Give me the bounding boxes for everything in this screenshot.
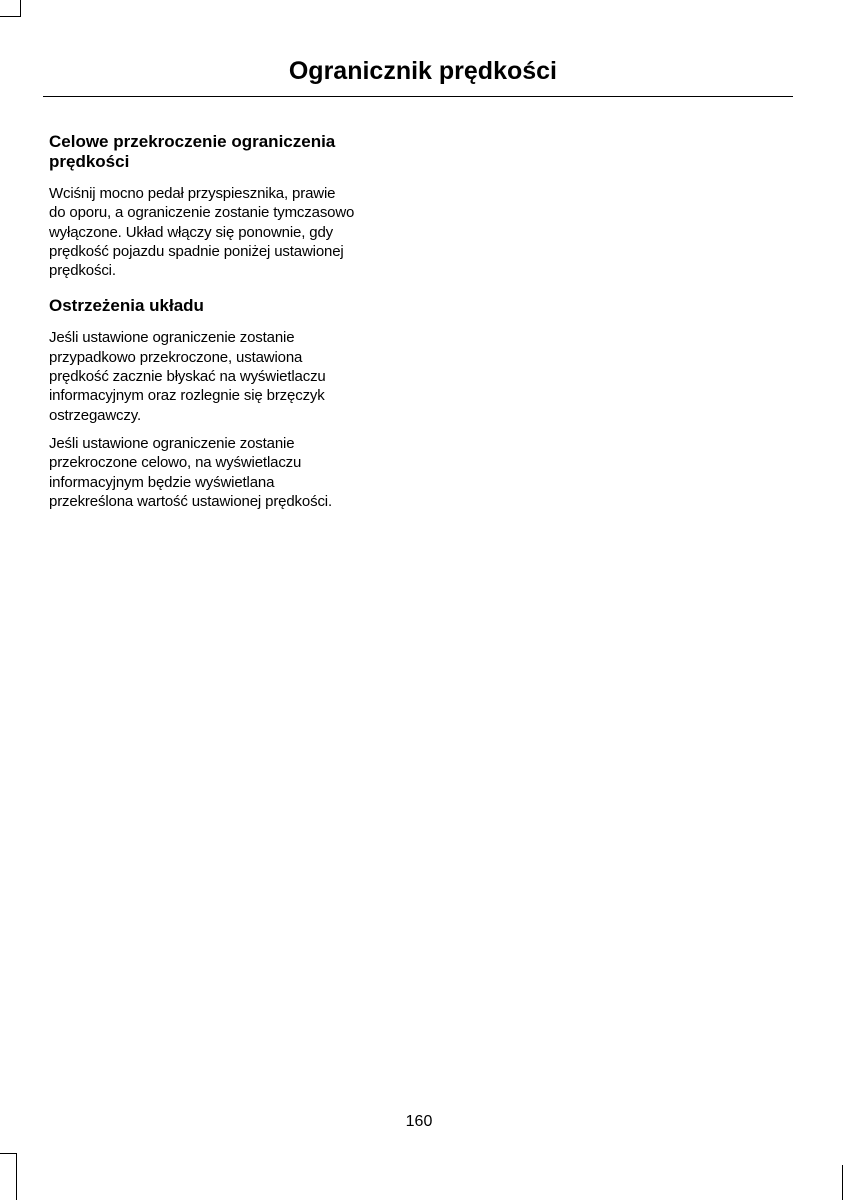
heading-line: Ostrzeżenia układu xyxy=(49,296,204,316)
page-header xyxy=(43,52,793,97)
text-line: Jeśli ustawione ograniczenie zostanie xyxy=(49,434,295,452)
crop-mark-bottom-left-vertical xyxy=(16,1153,17,1200)
content-column xyxy=(49,132,409,511)
heading-line: prędkości xyxy=(49,152,130,171)
paragraph-intentional-exceed xyxy=(49,184,409,280)
text-line: wyłączone. Układ włączy się ponownie, gdy xyxy=(49,223,333,241)
text-line: prędkości. xyxy=(49,262,116,280)
text-line: Jeśli ustawione ograniczenie zostanie xyxy=(49,329,295,347)
crop-mark-top-left-vertical xyxy=(20,0,21,16)
crop-mark-top-left-horizontal xyxy=(0,16,21,17)
text-line: przekroczone celowo, na wyświetlaczu xyxy=(49,454,302,472)
crop-mark-bottom-left-horizontal xyxy=(0,1153,16,1154)
text-line: przekreślona wartość ustawionej prędkości. xyxy=(49,492,332,510)
text-line: informacyjnym oraz rozlegnie się brzęczyk xyxy=(49,387,325,405)
text-line: przypadkowo przekroczone, ustawiona xyxy=(49,348,303,366)
crop-mark-bottom-right-vertical xyxy=(842,1165,843,1200)
text-line: do oporu, a ograniczenie zostanie tymczasowo xyxy=(49,204,355,222)
paragraph-intentional-exceed-display xyxy=(49,434,409,511)
section-heading-system-warnings xyxy=(49,296,409,316)
section-heading-intentional-exceed xyxy=(49,132,409,172)
text-line: Wciśnij mocno pedał przyspiesznika, prawie xyxy=(49,185,336,202)
page-number: 160 xyxy=(405,1113,433,1130)
text-line: informacyjnym będzie wyświetlana xyxy=(49,473,275,491)
text-line: prędkość pojazdu spadnie poniżej ustawionej xyxy=(49,242,344,260)
text-line: prędkość zacznie błyskać na wyświetlaczu xyxy=(49,368,326,386)
text-line: ostrzegawczy. xyxy=(49,406,141,424)
page-title: Ogranicznik prędkości xyxy=(288,57,557,85)
paragraph-accidental-exceed xyxy=(49,328,409,424)
heading-line: Celowe przekroczenie ograniczenia xyxy=(49,132,336,151)
